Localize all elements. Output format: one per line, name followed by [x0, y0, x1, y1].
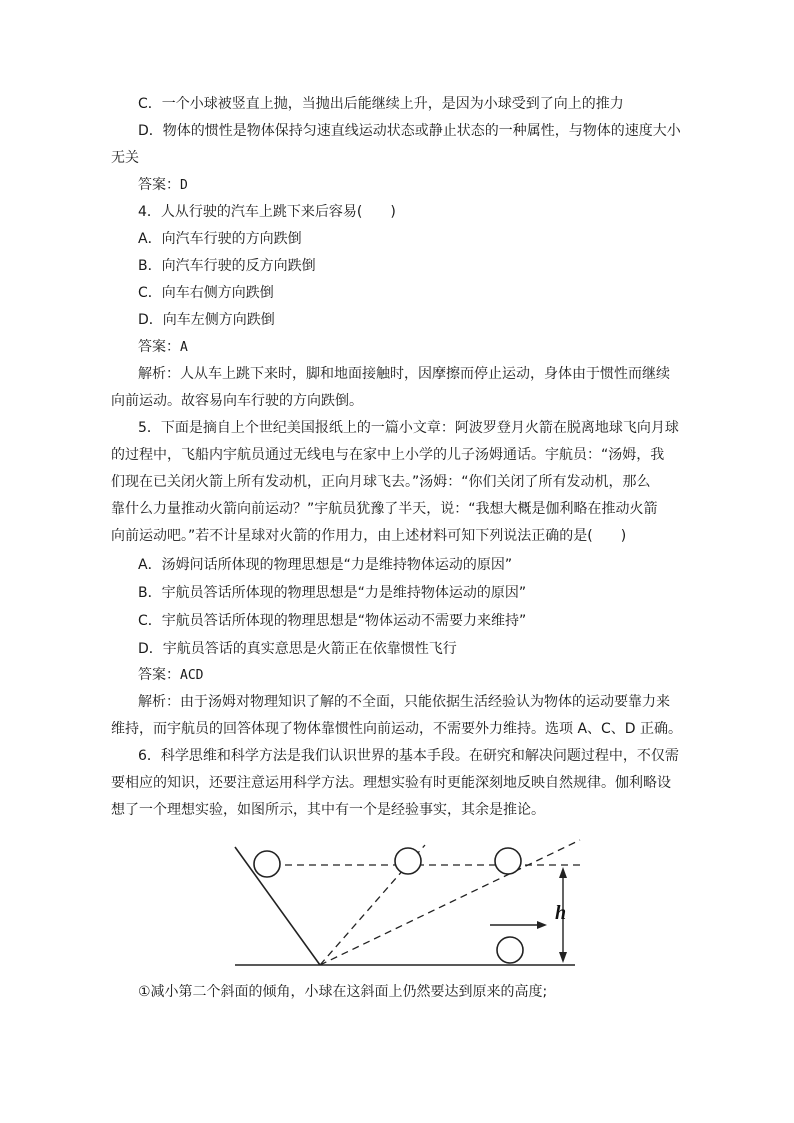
ball-steep-incline [395, 848, 421, 874]
answer-label: 答案： [138, 177, 180, 193]
option-d-q4: D．向车左侧方向跌倒 [138, 312, 275, 328]
galileo-ideal-experiment-figure [225, 838, 585, 970]
answer-value: D [180, 178, 188, 193]
ball-shallow-incline [495, 848, 521, 874]
option-a-q4: A．向汽车行驶的方向跌倒 [138, 231, 302, 247]
option-d-q3-line2: 无关 [111, 150, 139, 166]
answer-q4 [138, 337, 188, 358]
option-d-q3-line1: D．物体的惯性是物体保持匀速直线运动状态或静止状态的一种属性，与物体的速度大小 [138, 123, 681, 139]
question-5-line4: 靠什么力量推动火箭向前运动？”宇航员犹豫了半天，说：“我想大概是伽利略在推动火箭 [111, 501, 658, 517]
question-6-line3: 想了一个理想实验，如图所示，其中有一个是经验事实，其余是推论。 [111, 802, 545, 818]
option-c-q3: C．一个小球被竖直上抛，当抛出后能继续上升，是因为小球受到了向上的推力 [138, 96, 624, 112]
height-arrow-head-top [559, 867, 567, 878]
answer-value: ACD [180, 668, 204, 683]
explanation-q5-line1: 解析：由于汤姆对物理知识了解的不全面，只能依据生活经验认为物体的运动要靠力来 [138, 694, 670, 710]
option-c-q5: C．宇航员答话所体现的物理思想是“物体运动不需要力来维持” [138, 613, 527, 629]
explanation-q4-line1: 解析：人从车上跳下来时，脚和地面接触时，因摩擦而停止运动，身体由于惯性而继续 [138, 366, 670, 382]
ball-horizontal [497, 937, 523, 963]
height-label: h [555, 902, 567, 924]
reasoning-item-1: ①减小第二个斜面的倾角，小球在这斜面上仍然要达到原来的高度; [138, 984, 548, 1000]
answer-value: A [180, 340, 188, 355]
question-4-stem: 4．人从行驶的汽车上跳下来后容易( ) [138, 204, 396, 220]
option-d-q5: D．宇航员答话的真实意思是火箭正在依靠惯性飞行 [138, 641, 457, 657]
option-c-q4: C．向车右侧方向跌倒 [138, 285, 274, 301]
height-arrow-head-bottom [559, 952, 567, 963]
answer-label: 答案： [138, 667, 180, 683]
answer-q5 [138, 665, 203, 686]
question-5-line3: 们现在已关闭火箭上所有发动机，正向月球飞去。”汤姆：“你们关闭了所有发动机，那么 [111, 474, 651, 490]
question-5-line1: 5．下面是摘自上个世纪美国报纸上的一篇小文章：阿波罗登月火箭在脱离地球飞向月球 [138, 420, 679, 436]
explanation-q4-line2: 向前运动。故容易向车行驶的方向跌倒。 [111, 393, 363, 409]
answer-q3 [138, 175, 188, 196]
velocity-arrow-head [537, 921, 547, 929]
question-6-line1: 6．科学思维和科学方法是我们认识世界的基本手段。在研究和解决问题过程中，不仅需 [138, 748, 679, 764]
ball-start [254, 851, 280, 877]
option-b-q4: B．向汽车行驶的反方向跌倒 [138, 258, 316, 274]
question-6-line2: 要相应的知识，还要注意运用科学方法。理想实验有时更能深刻地反映自然规律。伽利略设 [111, 775, 671, 791]
second-incline-shallow [320, 840, 580, 965]
option-b-q5: B．宇航员答话所体现的物理思想是“力是维持物体运动的原因” [138, 585, 527, 601]
option-a-q5: A．汤姆问话所体现的物理思想是“力是维持物体运动的原因” [138, 557, 513, 573]
explanation-q5-line2: 维持，而宇航员的回答体现了物体靠惯性向前运动，不需要外力维持。选项 A、C、D 正确。 [111, 721, 683, 737]
question-5-line2: 的过程中，飞船内宇航员通过无线电与在家中上小学的儿子汤姆通话。宇航员：“汤姆，我 [111, 447, 665, 463]
question-5-line5: 向前运动吧。”若不计星球对火箭的作用力，由上述材料可知下列说法正确的是( ) [111, 528, 627, 544]
answer-label: 答案： [138, 339, 180, 355]
